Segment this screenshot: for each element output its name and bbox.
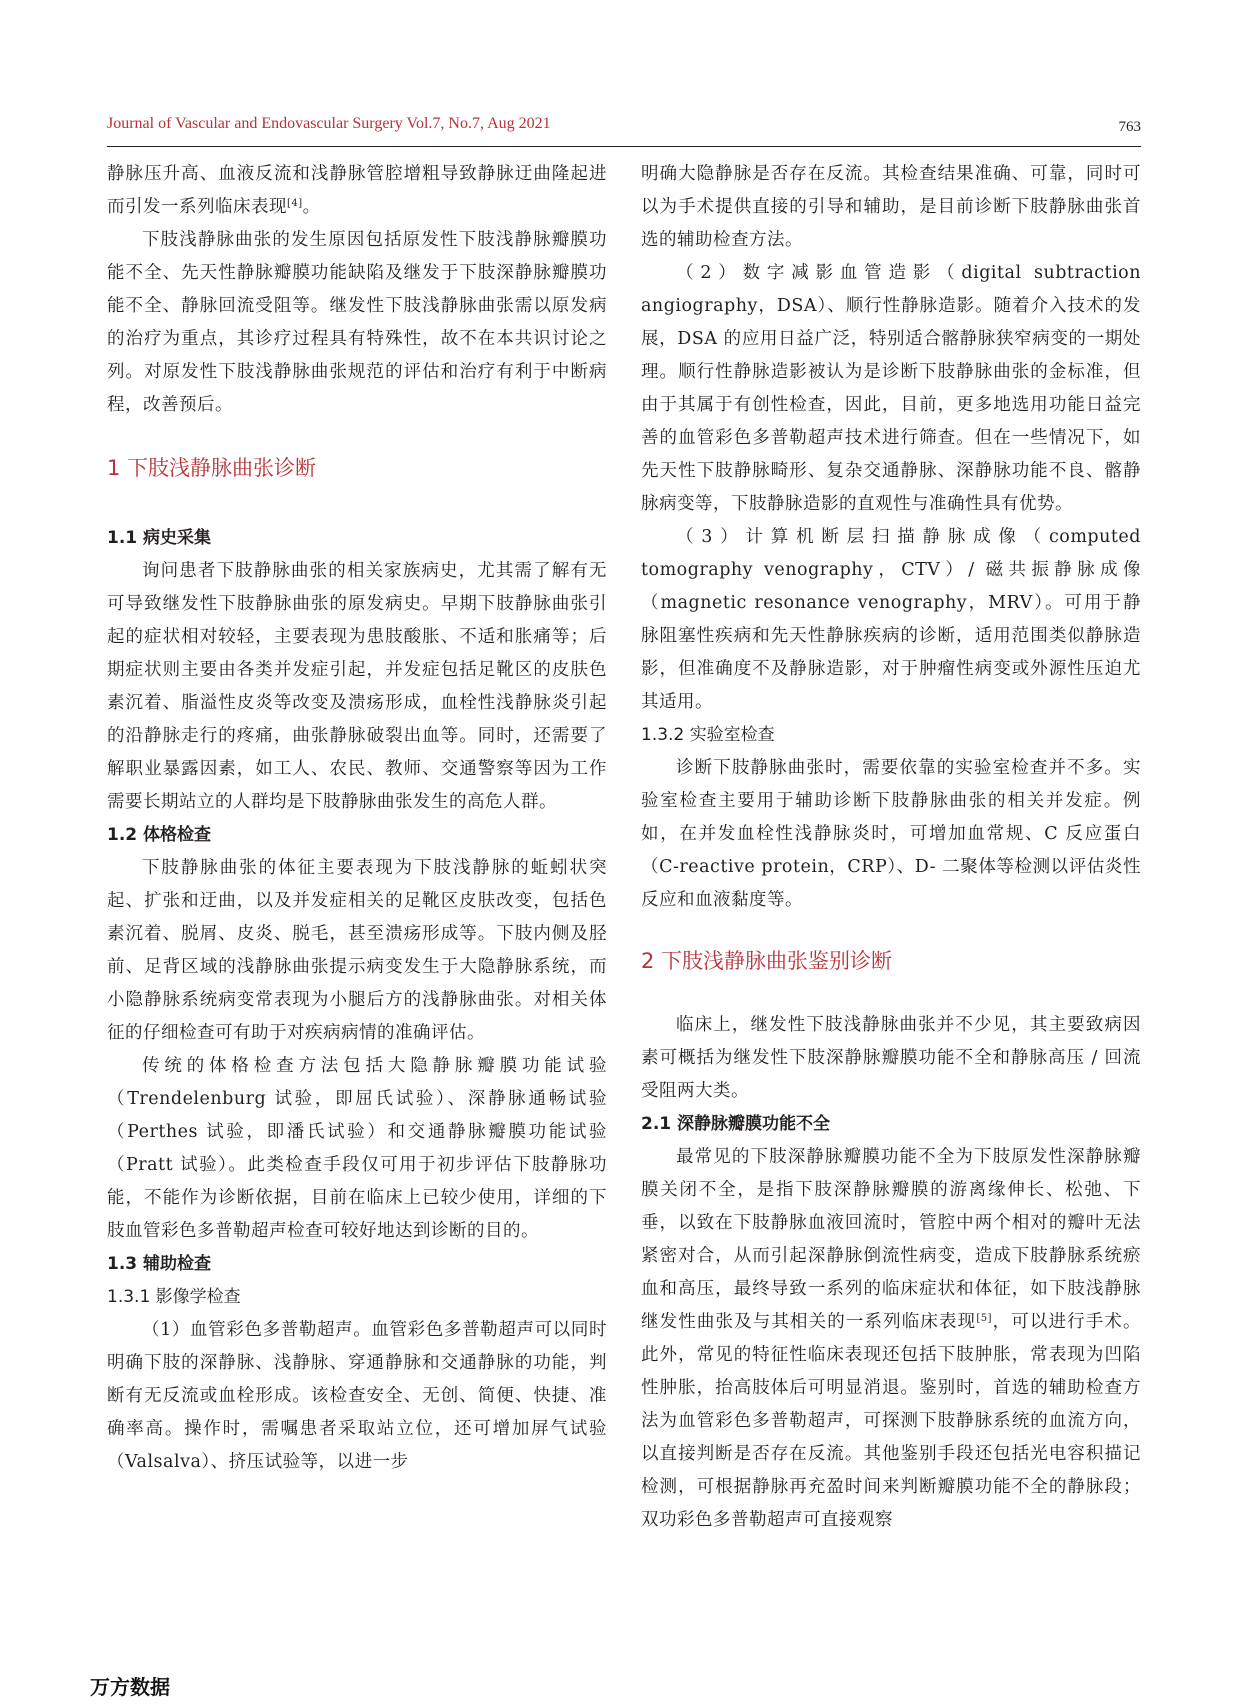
paragraph-text: 静脉压升高、血液反流和浅静脉管腔增粗导致静脉迂曲隆起进而引发一系列临床表现 [107, 164, 607, 217]
citation: [4] [287, 198, 303, 209]
paragraph: 下肢浅静脉曲张的发生原因包括原发性下肢浅静脉瓣膜功能不全、先天性静脉瓣膜功能缺陷及继发于下肢深静脉瓣膜功能不全、静脉回流受阻等。继发性下肢浅静脉曲张需以原发病的治疗为重点，其诊疗过程具有特殊性，故不在本共识讨论之列。对原发性下肢浅静脉曲张规范的评估和治疗有利于中断病程，改善预后。 [107, 230, 607, 415]
watermark: 万方数据 [90, 1675, 170, 1699]
paragraph: 明确大隐静脉是否存在反流。其检查结果准确、可靠，同时可以为手术提供直接的引导和辅助，是目前诊断下肢静脉曲张首选的辅助检查方法。 [641, 164, 1141, 250]
paragraph: （2）数字减影血管造影（digital subtraction angiography，DSA）、顺行性静脉造影。随着介入技术的发展，DSA 的应用日益广泛，特别适合髂静脉狭窄病变的一期处理。顺行性静脉造影被认为是诊断下肢静脉曲张的金标准，但由于其属于有创性检查，因此，目前，更多地选用功能日益完善的血管彩色多普勒超声技术进行筛查。但在一些情况下，如先天性下肢静脉畸形、复杂交通静脉、深静脉功能不良、髂静脉病变等，下肢静脉造影的直观性与准确性具有优势。 [641, 263, 1141, 514]
paragraph: 询问患者下肢静脉曲张的相关家族病史，尤其需了解有无可导致继发性下肢静脉曲张的原发病史。早期下肢静脉曲张引起的症状相对较轻，主要表现为患肢酸胀、不适和胀痛等；后期症状则主要由各类并发症引起，并发症包括足靴区的皮肤色素沉着、脂溢性皮炎等改变及溃疡形成，血栓性浅静脉炎引起的沿静脉走行的疼痛，曲张静脉破裂出血等。同时，还需要了解职业暴露因素，如工人、农民、教师、交通警察等因为工作需要长期站立的人群均是下肢静脉曲张发生的高危人群。 [107, 561, 607, 812]
section-heading: 1 下肢浅静脉曲张诊断 [107, 456, 317, 480]
header-rule [107, 146, 1141, 147]
subsection-heading: 2.1 深静脉瓣膜功能不全 [641, 1114, 831, 1134]
paragraph-text: 。 [302, 197, 321, 217]
paragraph [641, 1141, 1141, 1537]
subsubsection-heading: 1.3.2 实验室检查 [641, 725, 775, 745]
page-number: 763 [1118, 119, 1141, 135]
paragraph: 传统的体格检查方法包括大隐静脉瓣膜功能试验（Trendelenburg 试验，即屈氏试验）、深静脉通畅试验（Perthes 试验，即潘氏试验）和交通静脉瓣膜功能试验（Pratt 试验）。此类检查手段仅可用于初步评估下肢静脉功能，不能作为诊断依据，目前在临床上已较少使用，详细的下肢血管彩色多普勒超声检查可较好地达到诊断的目的。 [107, 1056, 607, 1241]
citation: [5] [976, 1313, 992, 1324]
journal-title: Journal of Vascular and Endovascular Surgery Vol.7, No.7, Aug 2021 [107, 115, 551, 132]
left-column [107, 158, 607, 1479]
paragraph: （1）血管彩色多普勒超声。血管彩色多普勒超声可以同时明确下肢的深静脉、浅静脉、穿通静脉和交通静脉的功能，判断有无反流或血栓形成。该检查安全、无创、简便、快捷、准确率高。操作时，需嘱患者采取站立位，还可增加屏气试验（Valsalva）、挤压试验等，以进一步 [107, 1320, 607, 1472]
paragraph [107, 158, 607, 224]
paragraph-text: 最常见的下肢深静脉瓣膜功能不全为下肢原发性深静脉瓣膜关闭不全，是指下肢深静脉瓣膜的游离缘伸长、松弛、下垂，以致在下肢静脉血液回流时，管腔中两个相对的瓣叶无法紧密对合，从而引起深静脉倒流性病变，造成下肢静脉系统瘀血和高压，最终导致一系列的临床症状和体征，如下肢浅静脉继发性曲张及与其相关的一系列临床表现 [641, 1147, 1141, 1332]
paragraph-text: ，可以进行手术。此外，常见的特征性临床表现还包括下肢肿胀，常表现为凹陷性肿胀，抬高肢体后可明显消退。鉴别时，首选的辅助检查方法为血管彩色多普勒超声，可探测下肢静脉系统的血流方向，以直接判断是否存在反流。其他鉴别手段还包括光电容积描记检测，可根据静脉再充盈时间来判断瓣膜功能不全的静脉段；双功彩色多普勒超声可直接观察 [641, 1312, 1142, 1530]
paragraph: 下肢静脉曲张的体征主要表现为下肢浅静脉的蚯蚓状突起、扩张和迂曲，以及并发症相关的足靴区皮肤改变，包括色素沉着、脱屑、皮炎、脱毛，甚至溃疡形成等。下肢内侧及胫前、足背区域的浅静脉曲张提示病变发生于大隐静脉系统，而小隐静脉系统病变常表现为小腿后方的浅静脉曲张。对相关体征的仔细检查可有助于对疾病病情的准确评估。 [107, 858, 607, 1043]
paragraph: （3）计算机断层扫描静脉成像（computed tomography venography，CTV）/ 磁共振静脉成像（magnetic resonance venography，MRV）。可用于静脉阻塞性疾病和先天性静脉疾病的诊断，适用范围类似静脉造影，但准确度不及静脉造影，对于肿瘤性病变或外源性压迫尤其适用。 [641, 527, 1141, 712]
subsection-heading: 1.3 辅助检查 [107, 1254, 212, 1274]
subsection-heading: 1.1 病史采集 [107, 528, 212, 548]
subsection-heading: 1.2 体格检查 [107, 825, 212, 845]
running-header [107, 115, 1141, 139]
right-column [641, 158, 1141, 1537]
paragraph: 诊断下肢静脉曲张时，需要依靠的实验室检查并不多。实验室检查主要用于辅助诊断下肢静脉曲张的相关并发症。例如，在并发血栓性浅静脉炎时，可增加血常规、C 反应蛋白（C-reactive protein，CRP）、D- 二聚体等检测以评估炎性反应和血液黏度等。 [641, 758, 1141, 910]
paragraph: 临床上，继发性下肢浅静脉曲张并不少见，其主要致病因素可概括为继发性下肢深静脉瓣膜功能不全和静脉高压 / 回流受阻两大类。 [641, 1015, 1141, 1101]
subsubsection-heading: 1.3.1 影像学检查 [107, 1287, 241, 1307]
section-heading: 2 下肢浅静脉曲张鉴别诊断 [641, 949, 893, 973]
